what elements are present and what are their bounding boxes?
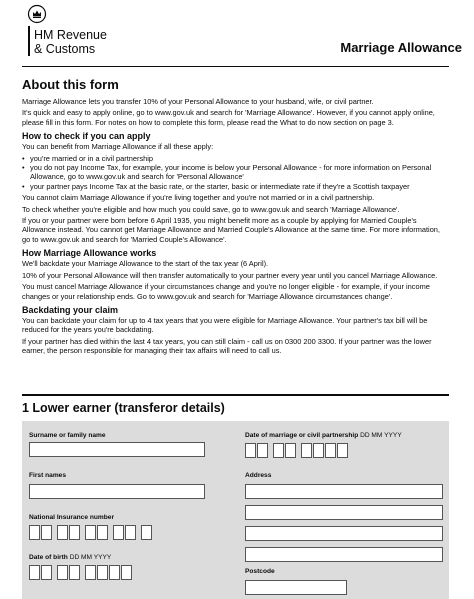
eligibility-list [22, 154, 449, 192]
address-line-2-field[interactable] [245, 505, 443, 520]
list-item: • you're married or in a civil partnership [22, 154, 449, 163]
dob-year-box[interactable] [97, 565, 108, 580]
about-section [22, 77, 449, 358]
check-heading: How to check if you can apply [22, 131, 151, 142]
surname-field[interactable] [29, 442, 205, 457]
dob-label-text: Date of birth [29, 554, 68, 561]
nino-char-box[interactable] [113, 525, 124, 540]
brand-name [34, 28, 107, 56]
marriage-year-box[interactable] [325, 443, 336, 458]
check-paragraph: To check whether you're eligible and how much you could save, go to www.gov.uk and search 'Marriage Allowance'. [22, 204, 400, 214]
list-item: • your partner pays Income Tax at the basic rate, or the starter, basic or intermediate rate if they're a Scottish taxpayer [22, 182, 449, 191]
nino-char-box[interactable] [69, 525, 80, 540]
marriage-date-format-hint: DD MM YYYY [360, 432, 402, 439]
dob-format-hint: DD MM YYYY [69, 554, 112, 561]
works-paragraph: You must cancel Marriage Allowance if your circumstances change and you're no longer eligible - for example, if your income changes or your relationship ends. Go to www.gov.uk and search for 'Marriage Allowance circumstances change'. [22, 282, 430, 301]
nino-char-box[interactable] [97, 525, 108, 540]
header-divider [22, 66, 449, 67]
check-paragraph: You cannot claim Marriage Allowance if you're living together and you're not married or in a civil partnership. [22, 193, 375, 203]
postcode-label: Postcode [245, 568, 275, 575]
address-line-3-field[interactable] [245, 526, 443, 541]
nino-char-box[interactable] [125, 525, 136, 540]
nino-char-box[interactable] [141, 525, 152, 540]
check-paragraph: If you or your partner were born before 6 April 1935, you might benefit more as a couple by applying for Married Couple's Allowance instead. You cannot get Marriage Allowance and Married Couple's Allowance at the same time. For more information, go to www.gov.uk and search for 'Married Couple's Allowance'. [22, 216, 440, 244]
form-title: Marriage Allowance [340, 40, 462, 55]
nino-char-box[interactable] [41, 525, 52, 540]
dob-year-box[interactable] [121, 565, 132, 580]
brand-line1: HM Revenue [34, 28, 107, 42]
marriage-date-label [245, 432, 402, 439]
about-paragraph: Marriage Allowance lets you transfer 10% of your Personal Allowance to your husband, wife, or civil partner. [22, 97, 374, 106]
backdating-heading: Backdating your claim [22, 304, 119, 315]
marriage-year-box[interactable] [301, 443, 312, 458]
section-divider [22, 394, 449, 396]
dob-day-box[interactable] [41, 565, 52, 580]
about-heading: About this form [22, 77, 119, 92]
address-line-4-field[interactable] [245, 547, 443, 562]
marriage-month-box[interactable] [273, 443, 284, 458]
transferor-details-panel [22, 421, 449, 599]
first-names-label: First names [29, 472, 67, 479]
marriage-date-label-text: Date of marriage or civil partnership [245, 432, 359, 439]
dob-label [29, 554, 111, 561]
backdating-paragraph: If your partner has died within the last 4 tax years, you can still claim - call us on 0300 200 3300. If your partner was the lower earner, the person responsible for managing their tax affairs will need to call us. [22, 336, 432, 356]
section1-heading: 1 Lower earner (transferor details) [22, 401, 225, 415]
marriage-year-box[interactable] [313, 443, 324, 458]
works-paragraph: We'll backdate your Marriage Allowance to the start of the tax year (6 April). [22, 259, 269, 269]
backdating-paragraph: You can backdate your claim for up to 4 tax years that you were eligible for Marriage Allowance. Your partner's tax bill will be reduced for the years you're backdating. [22, 315, 428, 335]
page-header [22, 4, 462, 60]
dob-month-box[interactable] [69, 565, 80, 580]
brand-line2: & Customs [34, 42, 96, 56]
marriage-day-box[interactable] [257, 443, 268, 458]
surname-label: Surname or family name [29, 432, 106, 439]
royal-crest-icon [27, 4, 47, 24]
check-intro: You can benefit from Marriage Allowance if all these apply: [22, 142, 214, 152]
address-label: Address [245, 472, 272, 479]
marriage-day-box[interactable] [245, 443, 256, 458]
nino-char-box[interactable] [57, 525, 68, 540]
about-paragraph: It's quick and easy to apply online, go to www.gov.uk and search for 'Marriage Allowance'. However, if you cannot apply online, please fill in this form. For notes on how to complete this form, please read the What to do now section on page 3. [22, 108, 435, 127]
dob-month-box[interactable] [57, 565, 68, 580]
dob-day-box[interactable] [29, 565, 40, 580]
marriage-year-box[interactable] [337, 443, 348, 458]
list-item: • you do not pay Income Tax, for example, your income is below your Personal Allowance - for more information on Personal Allowance, go to www.gov.uk and search for 'Personal Allowance' [22, 163, 449, 182]
first-names-field[interactable] [29, 484, 205, 499]
postcode-field[interactable] [245, 580, 347, 595]
dob-year-box[interactable] [109, 565, 120, 580]
nino-label: National Insurance number [29, 514, 115, 521]
works-paragraph: 10% of your Personal Allowance will then transfer automatically to your partner every year until you cancel Marriage Allowance. [22, 270, 438, 280]
dob-year-box[interactable] [85, 565, 96, 580]
nino-char-box[interactable] [29, 525, 40, 540]
nino-char-box[interactable] [85, 525, 96, 540]
brand-bar [28, 26, 30, 56]
address-line-1-field[interactable] [245, 484, 443, 499]
marriage-month-box[interactable] [285, 443, 296, 458]
works-heading: How Marriage Allowance works [22, 248, 157, 259]
